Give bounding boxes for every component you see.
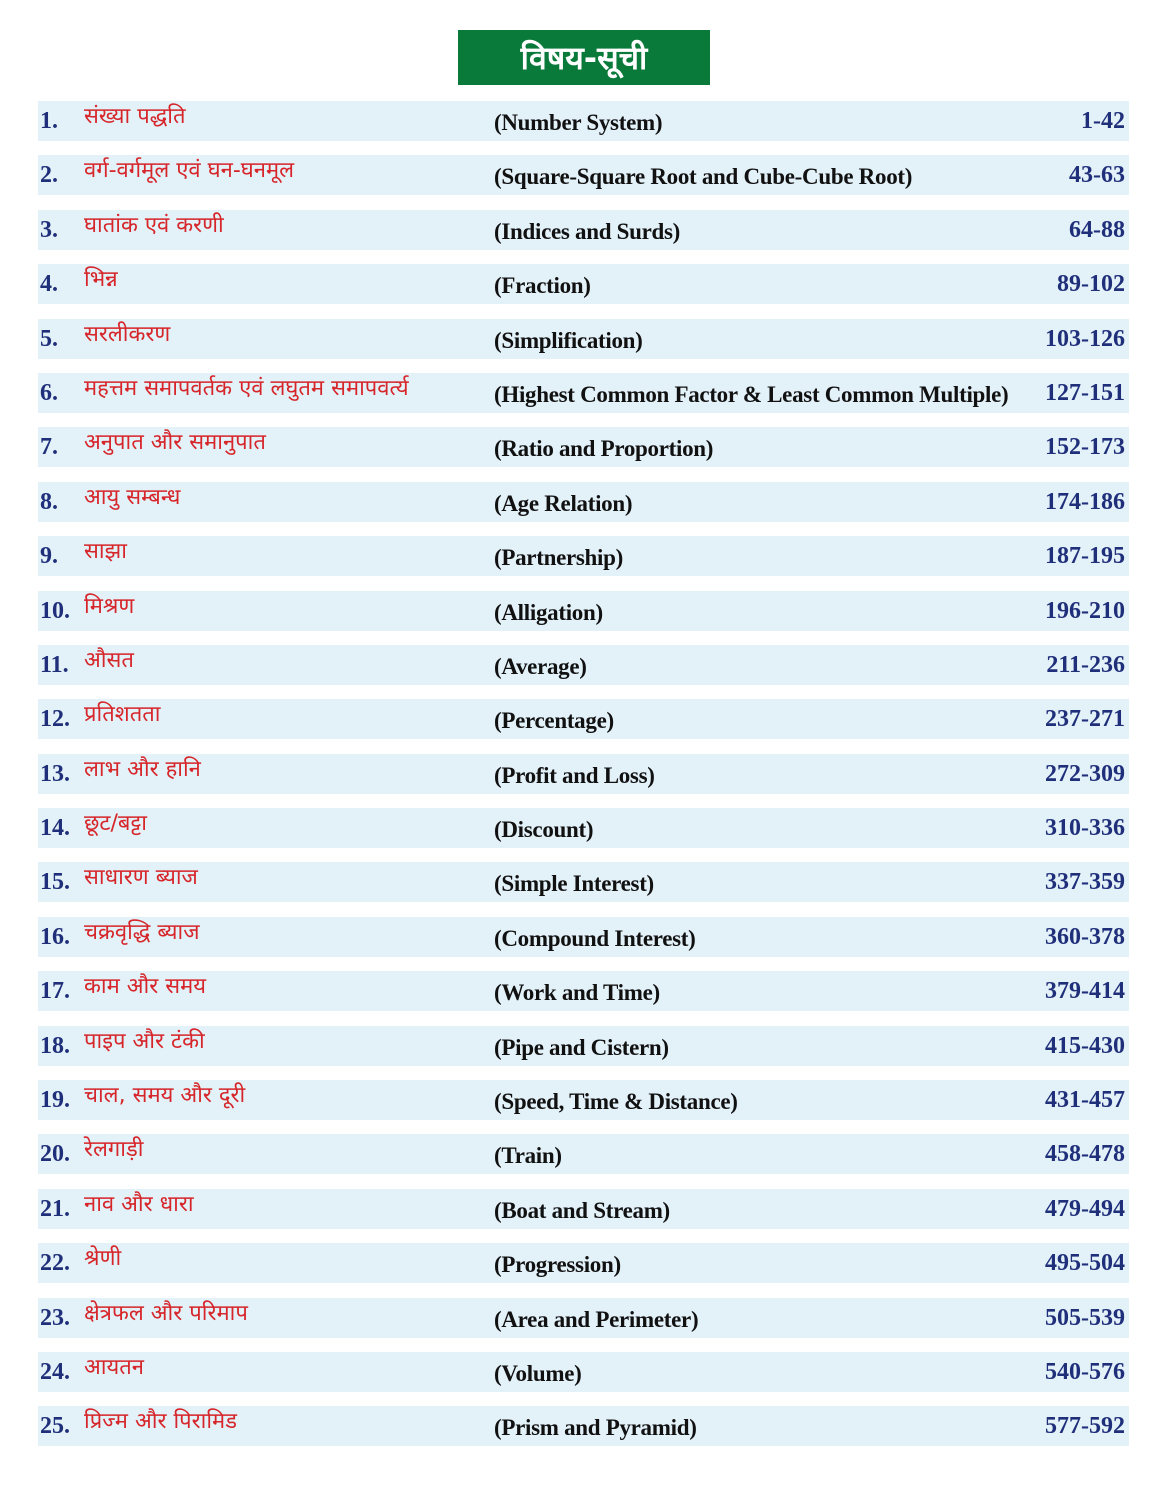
chapter-title-english: (Work and Time) [494, 980, 660, 1006]
page-range: 174-186 [1045, 488, 1125, 515]
chapter-title-english: (Pipe and Cistern) [494, 1034, 669, 1060]
chapter-title-english: (Age Relation) [494, 490, 633, 516]
chapter-title-english: (Simple Interest) [494, 871, 654, 897]
toc-row [38, 1406, 1129, 1446]
chapter-title-hindi: काम और समय [84, 974, 207, 1000]
page-range: 479-494 [1045, 1195, 1125, 1222]
chapter-number: 24. [40, 1358, 70, 1385]
chapter-title-english: (Highest Common Factor & Least Common Multiple) [494, 381, 1009, 407]
chapter-title-hindi: प्रिज्म और पिरामिड [84, 1409, 237, 1435]
toc-row [38, 1080, 1129, 1120]
page-range: 310-336 [1045, 815, 1125, 842]
chapter-title-hindi: सरलीकरण [84, 321, 171, 347]
toc-row [38, 917, 1129, 957]
page-range: 43-63 [1069, 162, 1125, 189]
chapter-title-hindi: चाल, समय और दूरी [84, 1083, 246, 1109]
toc-row [38, 645, 1129, 685]
chapter-title-hindi: साझा [84, 539, 127, 565]
chapter-title-hindi: महत्तम समापवर्तक एवं लघुतम समापवर्त्य [84, 375, 409, 401]
page-range: 505-539 [1045, 1304, 1125, 1331]
toc-row [38, 1026, 1129, 1066]
toc-row [38, 536, 1129, 576]
toc-row [38, 1298, 1129, 1338]
chapter-number: 10. [40, 597, 70, 624]
page-range: 211-236 [1046, 651, 1125, 678]
chapter-title-hindi: औसत [84, 647, 134, 673]
chapter-title-hindi: आयु सम्बन्ध [84, 484, 181, 510]
chapter-title-english: (Compound Interest) [494, 925, 696, 951]
chapter-title-english: (Area and Perimeter) [494, 1306, 699, 1332]
toc-row [38, 264, 1129, 304]
chapter-title-english: (Profit and Loss) [494, 762, 655, 788]
page-range: 431-457 [1045, 1087, 1125, 1114]
chapter-title-hindi: भिन्न [84, 267, 118, 293]
chapter-title-english: (Discount) [494, 817, 594, 843]
chapter-title-hindi: छूट/बट्टा [84, 811, 147, 837]
chapter-title-hindi: संख्या पद्धति [84, 104, 186, 129]
chapter-number: 21. [40, 1195, 70, 1222]
page-range: 379-414 [1045, 978, 1125, 1005]
chapter-title-english: (Simplification) [494, 327, 643, 353]
page-range: 540-576 [1045, 1358, 1125, 1385]
chapter-number: 13. [40, 760, 70, 787]
toc-row [38, 210, 1129, 250]
page-range: 458-478 [1045, 1141, 1125, 1168]
chapter-title-hindi: आयतन [84, 1354, 144, 1380]
chapter-number: 7. [40, 434, 58, 461]
toc-row [38, 591, 1129, 631]
toc-row [38, 754, 1129, 794]
chapter-title-hindi: श्रेणी [84, 1246, 122, 1272]
table-of-contents [38, 101, 1129, 1461]
chapter-number: 22. [40, 1250, 70, 1277]
toc-row [38, 971, 1129, 1011]
chapter-number: 16. [40, 923, 70, 950]
page-range: 272-309 [1045, 760, 1125, 787]
chapter-title-english: (Boat and Stream) [494, 1197, 670, 1223]
page-range: 64-88 [1069, 216, 1125, 243]
chapter-title-english: (Prism and Pyramid) [494, 1415, 697, 1441]
chapter-number: 15. [40, 869, 70, 896]
chapter-title-hindi: लाभ और हानि [84, 756, 201, 782]
page-range: 103-126 [1045, 325, 1125, 352]
toc-row [38, 427, 1129, 467]
chapter-title-hindi: अनुपात और समानुपात [84, 430, 266, 456]
page-range: 360-378 [1045, 923, 1125, 950]
chapter-title-hindi: रेलगाड़ी [84, 1137, 144, 1163]
chapter-number: 17. [40, 978, 70, 1005]
chapter-number: 2. [40, 162, 58, 189]
page-range: 152-173 [1045, 434, 1125, 461]
chapter-title-english: (Train) [494, 1143, 562, 1169]
chapter-title-hindi: मिश्रण [84, 593, 135, 619]
chapter-title-english: (Volume) [494, 1360, 582, 1386]
chapter-title-hindi: पाइप और टंकी [84, 1028, 205, 1054]
page-range: 237-271 [1045, 706, 1125, 733]
page-range: 337-359 [1045, 869, 1125, 896]
page-title-text: विषय-सूची [520, 39, 648, 77]
toc-row [38, 482, 1129, 522]
chapter-title-english: (Ratio and Proportion) [494, 436, 714, 462]
toc-row [38, 373, 1129, 413]
page-range: 89-102 [1057, 271, 1125, 298]
chapter-number: 23. [40, 1304, 70, 1331]
chapter-number: 3. [40, 216, 58, 243]
chapter-title-english: (Speed, Time & Distance) [494, 1089, 738, 1115]
chapter-number: 9. [40, 543, 58, 570]
chapter-number: 14. [40, 815, 70, 842]
page-range: 187-195 [1045, 543, 1125, 570]
chapter-title-english: (Percentage) [494, 708, 614, 734]
chapter-title-english: (Indices and Surds) [494, 218, 681, 244]
chapter-title-hindi: घातांक एवं करणी [84, 212, 224, 238]
chapter-title-english: (Fraction) [494, 273, 591, 299]
chapter-number: 11. [40, 651, 69, 678]
chapter-title-english: (Progression) [494, 1252, 621, 1278]
chapter-number: 4. [40, 271, 58, 298]
toc-row [38, 155, 1129, 195]
toc-row [38, 808, 1129, 848]
page-range: 127-151 [1045, 379, 1125, 406]
chapter-number: 8. [40, 488, 58, 515]
chapter-number: 18. [40, 1032, 70, 1059]
toc-row [38, 1243, 1129, 1283]
page-range: 1-42 [1081, 108, 1125, 134]
chapter-title-english: (Partnership) [494, 545, 623, 571]
chapter-number: 5. [40, 325, 58, 352]
chapter-number: 20. [40, 1141, 70, 1168]
toc-row [38, 1352, 1129, 1392]
toc-row [38, 1134, 1129, 1174]
chapter-title-english: (Alligation) [494, 599, 603, 625]
page-range: 415-430 [1045, 1032, 1125, 1059]
chapter-title-hindi: प्रतिशतता [84, 702, 161, 728]
toc-row [38, 319, 1129, 359]
chapter-title-english: (Number System) [494, 110, 663, 135]
page-range: 495-504 [1045, 1250, 1125, 1277]
chapter-number: 19. [40, 1087, 70, 1114]
page-range: 196-210 [1045, 597, 1125, 624]
page-title [458, 30, 710, 85]
chapter-title-hindi: नाव और धारा [84, 1191, 194, 1217]
chapter-title-hindi: वर्ग-वर्गमूल एवं घन-घनमूल [84, 158, 295, 184]
chapter-number: 1. [40, 108, 58, 134]
page-range: 577-592 [1045, 1413, 1125, 1440]
chapter-title-english: (Square-Square Root and Cube-Cube Root) [494, 164, 913, 190]
chapter-title-hindi: क्षेत्रफल और परिमाप [84, 1300, 248, 1326]
chapter-title-hindi: चक्रवृद्धि ब्याज [84, 919, 200, 945]
chapter-number: 12. [40, 706, 70, 733]
chapter-title-english: (Average) [494, 653, 587, 679]
chapter-number: 6. [40, 379, 58, 406]
toc-row [38, 862, 1129, 902]
toc-row [38, 1189, 1129, 1229]
toc-row [38, 699, 1129, 739]
toc-row [38, 101, 1129, 141]
chapter-number: 25. [40, 1413, 70, 1440]
chapter-title-hindi: साधारण ब्याज [84, 865, 198, 891]
